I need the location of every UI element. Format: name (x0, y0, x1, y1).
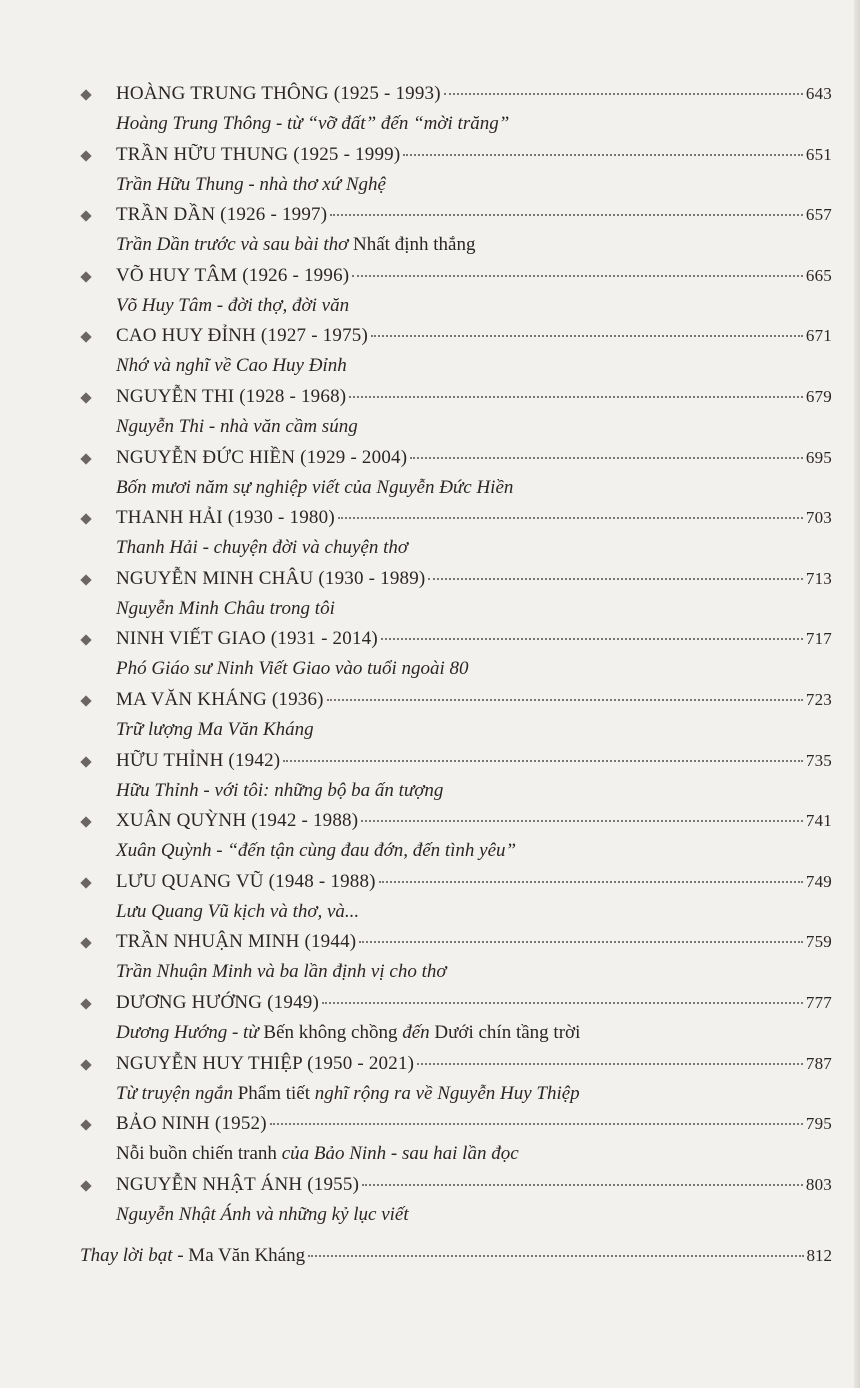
diamond-bullet-icon (80, 756, 91, 767)
essay-title-segment: Nhớ và nghĩ về Cao Huy Đỉnh (116, 355, 347, 377)
essay-title-segment: Nguyễn Thi - nhà văn cầm súng (116, 416, 358, 437)
diamond-bullet-icon (80, 211, 91, 222)
entry-heading-line (116, 929, 832, 955)
author-name: MA VĂN KHÁNG (1936) (116, 689, 324, 710)
page-number: 671 (805, 326, 832, 346)
dot-leader (361, 820, 803, 822)
afterword-page: 812 (806, 1246, 832, 1265)
page-number: 787 (805, 1053, 832, 1073)
diamond-bullet-icon (80, 635, 91, 646)
author-name: NGUYỄN THI (1928 - 1968) (116, 386, 347, 407)
page-number: 679 (805, 387, 832, 406)
author-name: TRẦN NHUẬN MINH (1944) (116, 931, 357, 953)
page-number: 741 (805, 811, 832, 831)
toc-entry[interactable] (0, 445, 860, 505)
toc-entry[interactable] (0, 142, 860, 202)
page-number: 759 (805, 932, 832, 952)
entry-heading-line (116, 505, 832, 531)
page-number: 651 (805, 144, 832, 164)
toc-entry[interactable] (0, 202, 860, 262)
essay-title-segment: Từ truyện ngắn (116, 1082, 238, 1104)
essay-title-segment: Phẩm tiết (237, 1082, 311, 1104)
afterword-title-italic: Thay lời bạt (80, 1245, 173, 1266)
dot-leader (349, 396, 803, 398)
page-number: 695 (805, 447, 832, 467)
dot-leader (444, 93, 803, 95)
page-number: 723 (805, 690, 832, 709)
page-number: 749 (805, 871, 832, 891)
toc-entry[interactable] (0, 990, 860, 1050)
essay-title (116, 778, 443, 804)
author-name: CAO HUY ĐỈNH (1927 - 1975) (116, 325, 368, 347)
entry-heading-line (116, 748, 832, 774)
essay-title-segment: nghĩ rộng ra về Nguyễn Huy Thiệp (310, 1082, 580, 1104)
author-name: NGUYỄN MINH CHÂU (1930 - 1989) (116, 567, 426, 589)
dot-leader (362, 1184, 803, 1186)
dot-leader (338, 517, 803, 519)
dot-leader (308, 1255, 803, 1257)
essay-title (116, 172, 386, 198)
essay-title (116, 959, 447, 985)
toc-entry[interactable] (0, 869, 860, 929)
essay-title (116, 232, 475, 258)
essay-title-segment: Hoàng Trung Thông - từ “vỡ đất” đến “mời trăng” (116, 113, 510, 134)
essay-title (116, 717, 314, 743)
afterword-author: - Ma Văn Kháng (172, 1245, 306, 1266)
entry-heading-line (116, 445, 832, 471)
page-number: 643 (805, 84, 832, 103)
dot-leader (322, 1002, 803, 1004)
toc-entry[interactable] (0, 626, 860, 686)
essay-title-segment: Trữ lượng Ma Văn Kháng (116, 719, 314, 740)
page-number: 665 (805, 265, 832, 285)
diamond-bullet-icon (80, 574, 91, 585)
diamond-bullet-icon (80, 1120, 91, 1131)
toc-entry[interactable] (0, 1172, 860, 1232)
essay-title-segment: Trần Hữu Thung - nhà thơ xứ Nghệ (116, 173, 386, 195)
dot-leader (352, 275, 803, 277)
diamond-bullet-icon (80, 1180, 91, 1191)
essay-title-segment: Bốn mươi năm sự nghiệp viết của Nguyễn Đức Hiền (116, 476, 514, 498)
diamond-bullet-icon (80, 877, 91, 888)
essay-title (116, 1020, 580, 1046)
dot-leader (428, 578, 802, 580)
page-number: 795 (805, 1114, 832, 1134)
entry-heading-line (116, 869, 832, 895)
diamond-bullet-icon (80, 1059, 91, 1070)
entry-heading-line (116, 202, 832, 228)
dot-leader (270, 1123, 803, 1125)
essay-title-segment: Nguyễn Minh Châu trong tôi (116, 597, 335, 619)
essay-title-segment: Dưới chín tầng trời (434, 1022, 581, 1043)
essay-title-segment: đến (397, 1022, 435, 1043)
author-name: NGUYỄN HUY THIỆP (1950 - 2021) (116, 1052, 415, 1074)
diamond-bullet-icon (80, 150, 91, 161)
toc-entry[interactable] (0, 263, 860, 323)
essay-title-segment: Dương Hướng - từ (116, 1022, 264, 1043)
toc-entry[interactable] (0, 505, 860, 565)
entry-heading-line (116, 1111, 832, 1137)
author-name: DƯƠNG HƯỚNG (1949) (116, 992, 320, 1013)
entry-heading-line (116, 323, 832, 349)
essay-title (116, 475, 513, 501)
essay-title (116, 838, 516, 864)
page-number: 703 (805, 508, 832, 528)
dot-leader (410, 457, 803, 459)
essay-title-segment: Hữu Thỉnh - với tôi: những bộ ba ấn tượng (116, 779, 444, 801)
author-name: HOÀNG TRUNG THÔNG (1925 - 1993) (116, 83, 441, 104)
toc-entry[interactable] (0, 687, 860, 747)
essay-title-segment: Lưu Quang Vũ kịch và thơ, và... (116, 900, 360, 922)
essay-title-segment: Nhất định thắng (353, 234, 476, 256)
toc-entry[interactable] (0, 384, 860, 444)
entry-heading-line (116, 1172, 832, 1198)
essay-title (116, 353, 347, 379)
dot-leader (330, 214, 803, 216)
author-name: VÕ HUY TÂM (1926 - 1996) (116, 264, 350, 286)
diamond-bullet-icon (80, 998, 91, 1009)
author-name: LƯU QUANG VŨ (1948 - 1988) (116, 870, 376, 892)
author-name: TRẦN HỮU THUNG (1925 - 1999) (116, 143, 401, 165)
toc-entry[interactable] (0, 1111, 860, 1171)
diamond-bullet-icon (80, 817, 91, 828)
essay-title-segment: Trần Dần trước và sau bài thơ (116, 234, 354, 256)
essay-title-segment: Xuân Quỳnh - “đến tận cùng đau đớn, đến tình yêu” (116, 840, 517, 862)
entry-heading-line (116, 142, 832, 168)
diamond-bullet-icon (80, 514, 91, 525)
toc-entry[interactable] (0, 748, 860, 808)
entry-heading-line (116, 566, 832, 592)
page-number: 717 (805, 629, 832, 649)
essay-title (116, 414, 358, 440)
page-number: 735 (805, 750, 832, 770)
essay-title (116, 1202, 409, 1228)
essay-title-segment: Nỗi buồn chiến tranh (116, 1143, 277, 1165)
author-name: XUÂN QUỲNH (1942 - 1988) (116, 810, 359, 832)
essay-title-segment: của Bảo Ninh - sau hai lần đọc (276, 1143, 519, 1165)
dot-leader (381, 638, 803, 640)
author-name: NGUYỄN NHẬT ÁNH (1955) (116, 1173, 360, 1195)
essay-title-segment: Trần Nhuận Minh và ba lần định vị cho thơ (116, 961, 447, 983)
essay-title-segment: Nguyễn Nhật Ánh và những kỷ lục viết (116, 1203, 409, 1225)
diamond-bullet-icon (80, 89, 91, 100)
diamond-bullet-icon (80, 392, 91, 403)
essay-title-segment: Thanh Hải - chuyện đời và chuyện thơ (116, 537, 409, 559)
toc-entry[interactable] (0, 929, 860, 989)
diamond-bullet-icon (80, 332, 91, 343)
author-name: THANH HẢI (1930 - 1980) (116, 507, 335, 529)
dot-leader (327, 699, 803, 701)
page-number: 713 (805, 568, 832, 588)
dot-leader (371, 335, 803, 337)
essay-title (116, 656, 469, 682)
author-name: HỮU THỈNH (1942) (116, 749, 281, 771)
essay-title (116, 899, 359, 925)
dot-leader (403, 154, 803, 156)
page-number: 657 (805, 205, 832, 225)
dot-leader (417, 1063, 803, 1065)
essay-title-segment: Phó Giáo sư Ninh Viết Giao vào tuổi ngoài 80 (116, 658, 469, 680)
entry-heading-line (116, 687, 832, 713)
essay-title-segment: Bến không chồng (263, 1022, 398, 1043)
diamond-bullet-icon (80, 271, 91, 282)
entry-heading-line (116, 990, 832, 1016)
author-name: TRẦN DẦN (1926 - 1997) (116, 204, 328, 226)
toc-entry[interactable] (0, 1051, 860, 1111)
toc-entry[interactable] (0, 323, 860, 383)
diamond-bullet-icon (80, 453, 91, 464)
author-name: BẢO NINH (1952) (116, 1113, 267, 1135)
essay-title (116, 111, 509, 137)
essay-title (116, 596, 335, 622)
toc-entry[interactable] (0, 566, 860, 626)
essay-title (116, 535, 408, 561)
afterword-title (80, 1243, 305, 1269)
entry-heading-line (116, 384, 832, 410)
dot-leader (283, 760, 803, 762)
toc-entry[interactable] (0, 808, 860, 868)
entry-heading-line (116, 81, 832, 107)
essay-title (116, 1081, 580, 1107)
diamond-bullet-icon (80, 695, 91, 706)
afterword-entry[interactable] (80, 1243, 832, 1269)
entry-heading-line (116, 626, 832, 652)
toc-entry[interactable] (0, 81, 860, 141)
entry-heading-line (116, 808, 832, 834)
author-name: NGUYỄN ĐỨC HIỀN (1929 - 2004) (116, 446, 408, 468)
essay-title (116, 293, 349, 319)
page-number: 803 (805, 1174, 832, 1194)
page-number: 777 (805, 993, 832, 1012)
author-name: NINH VIẾT GIAO (1931 - 2014) (116, 628, 378, 650)
dot-leader (379, 881, 803, 883)
entry-heading-line (116, 263, 832, 289)
entry-heading-line (116, 1051, 832, 1077)
diamond-bullet-icon (80, 938, 91, 949)
essay-title (116, 1141, 519, 1167)
dot-leader (359, 941, 803, 943)
essay-title-segment: Võ Huy Tâm - đời thợ, đời văn (116, 294, 350, 316)
